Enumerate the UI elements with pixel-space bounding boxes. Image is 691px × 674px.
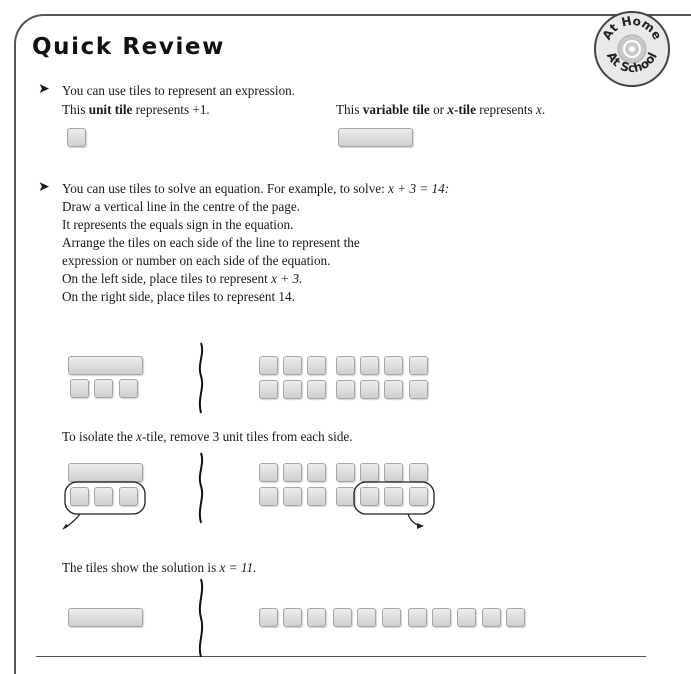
unit-tile-solution bbox=[457, 608, 476, 627]
unit-tile-solution bbox=[432, 608, 451, 627]
bullet2-line3: It represents the equals sign in the equation. bbox=[62, 217, 294, 232]
unit-tile-right bbox=[360, 356, 379, 375]
badge-top-text: At Home bbox=[599, 13, 665, 43]
unit-tile-left bbox=[119, 379, 138, 398]
bullet2-line7: On the right side, place tiles to represent 14. bbox=[62, 289, 295, 304]
unit-tile-solution bbox=[506, 608, 525, 627]
unit-tile-right bbox=[259, 356, 278, 375]
bullet2-line5: expression or number on each side of the equation. bbox=[62, 253, 331, 268]
remove-loop-right bbox=[348, 480, 448, 534]
unit-tile-solution bbox=[283, 608, 302, 627]
bottom-rule bbox=[36, 656, 646, 657]
unit-tile-right bbox=[307, 463, 326, 482]
bullet-arrow-icon: ➤ bbox=[38, 179, 50, 195]
bullet2-line2: Draw a vertical line in the centre of the page. bbox=[62, 199, 300, 214]
variable-tile-example bbox=[338, 128, 413, 147]
badge-bottom-text: At School bbox=[604, 49, 660, 76]
unit-tile-right bbox=[384, 380, 403, 399]
unit-tile-solution bbox=[333, 608, 352, 627]
unit-tile-right bbox=[409, 356, 428, 375]
unit-tile-solution bbox=[482, 608, 501, 627]
equals-line bbox=[194, 342, 208, 414]
step2-text: To isolate the x-tile, remove 3 unit tiles from each side. bbox=[62, 429, 353, 444]
x-tile-left bbox=[68, 356, 143, 375]
unit-tile-right bbox=[307, 356, 326, 375]
unit-tile-left bbox=[70, 379, 89, 398]
variable-tile-caption: This variable tile or x-tile represents x. bbox=[336, 102, 546, 117]
bullet-arrow-icon: ➤ bbox=[38, 81, 50, 97]
equals-line bbox=[194, 578, 208, 658]
bullet2-line4: Arrange the tiles on each side of the line to represent the bbox=[62, 235, 360, 250]
remove-loop-left bbox=[58, 480, 158, 534]
unit-tile-right bbox=[360, 380, 379, 399]
unit-tile-solution bbox=[307, 608, 326, 627]
unit-tile-solution bbox=[408, 608, 427, 627]
unit-tile-right bbox=[283, 356, 302, 375]
x-tile-solution bbox=[68, 608, 143, 627]
equals-line bbox=[194, 452, 208, 524]
unit-tile-right bbox=[259, 463, 278, 482]
unit-tile-right bbox=[336, 380, 355, 399]
unit-tile-right bbox=[259, 487, 278, 506]
unit-tile-right bbox=[283, 487, 302, 506]
unit-tile-solution bbox=[259, 608, 278, 627]
unit-tile-right bbox=[307, 487, 326, 506]
unit-tile-solution bbox=[382, 608, 401, 627]
unit-tile-right bbox=[409, 380, 428, 399]
unit-tile-right bbox=[384, 356, 403, 375]
bullet1-intro: You can use tiles to represent an expression. bbox=[62, 83, 296, 98]
bullet2-line1: You can use tiles to solve an equation. For example, to solve: x + 3 = 14: bbox=[62, 181, 450, 196]
unit-tile-right bbox=[283, 380, 302, 399]
unit-tile-right bbox=[307, 380, 326, 399]
unit-tile-right bbox=[336, 356, 355, 375]
unit-tile-example bbox=[67, 128, 86, 147]
step3-text: The tiles show the solution is x = 11. bbox=[62, 560, 257, 575]
unit-tile-left bbox=[94, 379, 113, 398]
bullet2-line6: On the left side, place tiles to represent x + 3. bbox=[62, 271, 303, 286]
unit-tile-right bbox=[283, 463, 302, 482]
unit-tile-caption: This unit tile represents +1. bbox=[62, 102, 210, 117]
at-home-at-school-badge bbox=[592, 9, 672, 89]
unit-tile-right bbox=[259, 380, 278, 399]
page-title: Quick Review bbox=[32, 34, 225, 60]
unit-tile-solution bbox=[357, 608, 376, 627]
